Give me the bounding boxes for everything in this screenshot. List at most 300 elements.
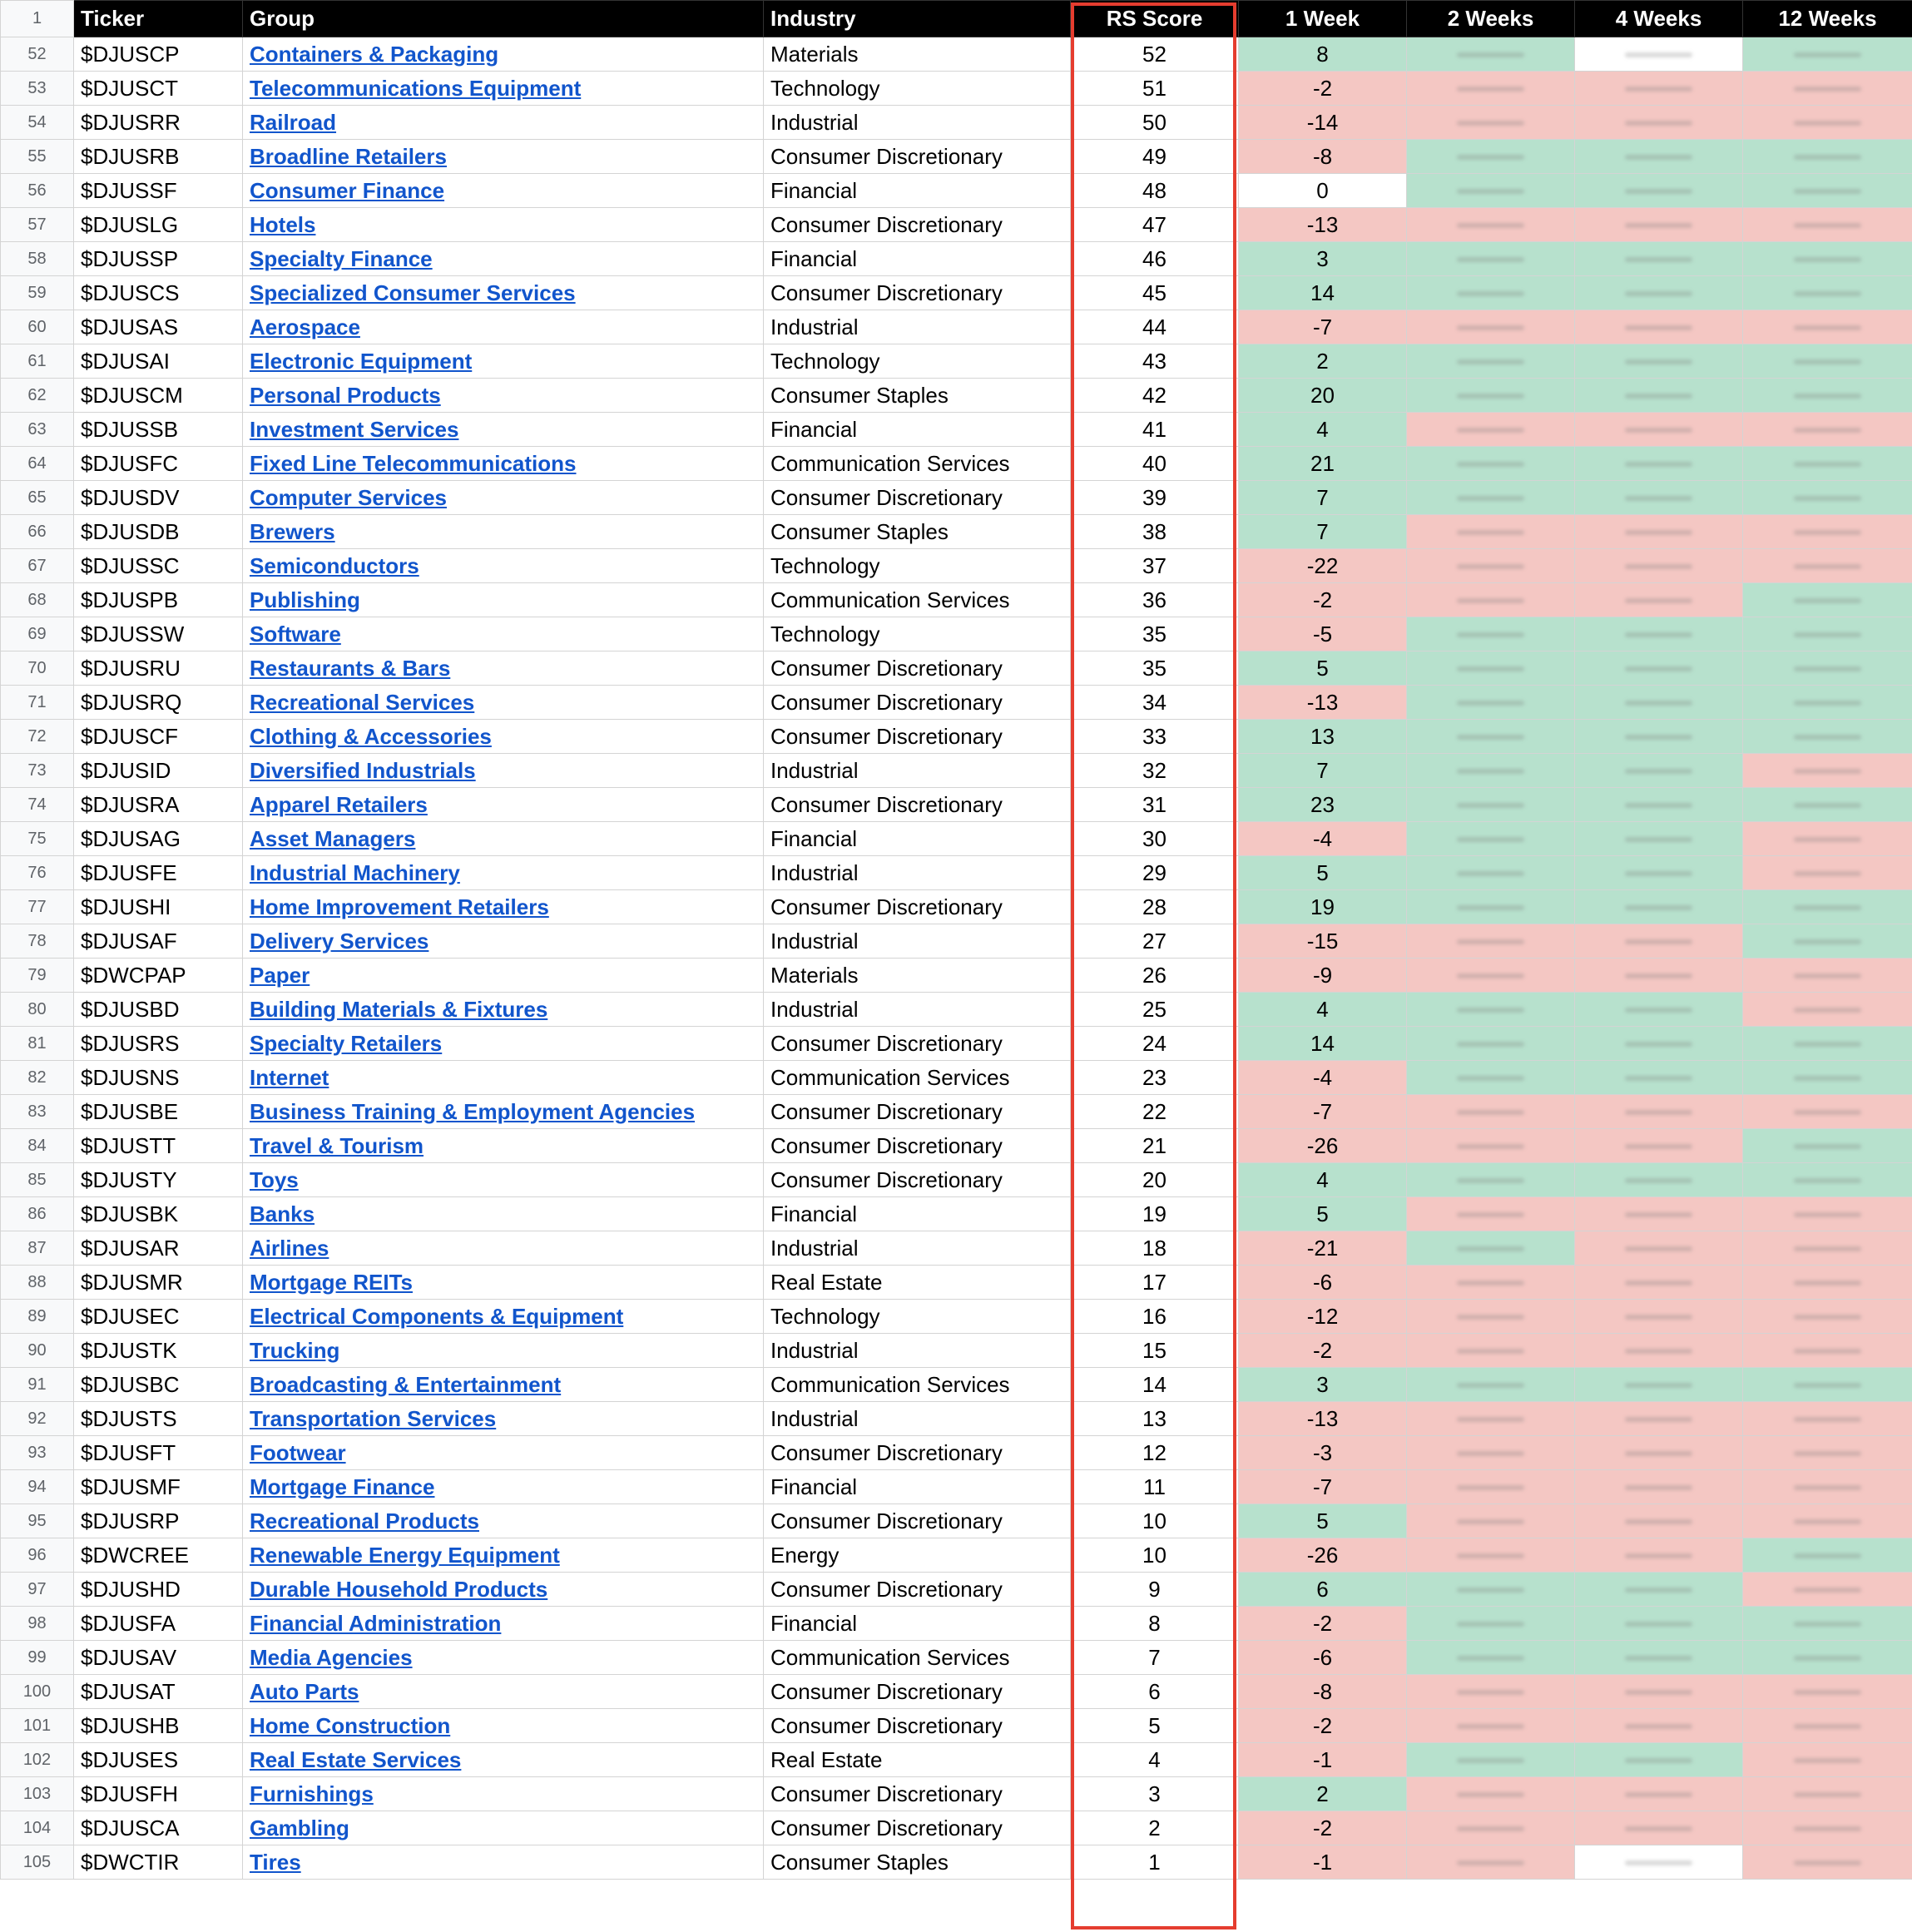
industry-cell[interactable]: Industrial bbox=[764, 754, 1071, 788]
group-link[interactable]: Diversified Industrials bbox=[250, 757, 476, 783]
week12-change-cell[interactable] bbox=[1743, 1675, 1912, 1709]
ticker-cell[interactable]: $DWCPAP bbox=[74, 959, 243, 993]
group-cell[interactable] bbox=[243, 1334, 764, 1368]
group-cell[interactable] bbox=[243, 1231, 764, 1266]
row-header[interactable]: 104 bbox=[1, 1811, 74, 1845]
week12-change-cell[interactable] bbox=[1743, 1811, 1912, 1845]
group-link[interactable]: Transportation Services bbox=[250, 1405, 497, 1431]
rs-score-cell[interactable]: 26 bbox=[1071, 959, 1239, 993]
week12-change-cell[interactable] bbox=[1743, 515, 1912, 549]
group-cell[interactable] bbox=[243, 1675, 764, 1709]
week4-change-cell[interactable] bbox=[1575, 822, 1743, 856]
week12-change-cell[interactable] bbox=[1743, 242, 1912, 276]
week2-change-cell[interactable] bbox=[1407, 1027, 1575, 1061]
week1-change-cell[interactable]: 5 bbox=[1239, 1197, 1407, 1231]
ticker-cell[interactable]: $DJUSBC bbox=[74, 1368, 243, 1402]
week1-change-cell[interactable]: -4 bbox=[1239, 822, 1407, 856]
group-cell[interactable] bbox=[243, 481, 764, 515]
week2-change-cell[interactable] bbox=[1407, 447, 1575, 481]
row-header[interactable]: 73 bbox=[1, 754, 74, 788]
week4-change-cell[interactable] bbox=[1575, 1231, 1743, 1266]
week12-change-cell[interactable] bbox=[1743, 1231, 1912, 1266]
week4-change-cell[interactable] bbox=[1575, 1845, 1743, 1880]
week12-change-cell[interactable] bbox=[1743, 1538, 1912, 1573]
group-cell[interactable] bbox=[243, 515, 764, 549]
week12-change-cell[interactable] bbox=[1743, 140, 1912, 174]
group-cell[interactable] bbox=[243, 1845, 764, 1880]
week4-change-cell[interactable] bbox=[1575, 174, 1743, 208]
ticker-cell[interactable]: $DJUSCP bbox=[74, 37, 243, 72]
week1-change-cell[interactable]: 5 bbox=[1239, 651, 1407, 686]
week2-change-cell[interactable] bbox=[1407, 344, 1575, 379]
industry-cell[interactable]: Consumer Discretionary bbox=[764, 1095, 1071, 1129]
column-header-industry[interactable]: Industry bbox=[764, 1, 1071, 37]
week4-change-cell[interactable] bbox=[1575, 140, 1743, 174]
row-header[interactable]: 65 bbox=[1, 481, 74, 515]
group-cell[interactable] bbox=[243, 242, 764, 276]
ticker-cell[interactable]: $DJUSES bbox=[74, 1743, 243, 1777]
group-link[interactable]: Semiconductors bbox=[250, 552, 419, 578]
rs-score-cell[interactable]: 31 bbox=[1071, 788, 1239, 822]
week4-change-cell[interactable] bbox=[1575, 617, 1743, 651]
rs-score-cell[interactable]: 4 bbox=[1071, 1743, 1239, 1777]
week2-change-cell[interactable] bbox=[1407, 174, 1575, 208]
industry-cell[interactable]: Materials bbox=[764, 37, 1071, 72]
week2-change-cell[interactable] bbox=[1407, 617, 1575, 651]
week4-change-cell[interactable] bbox=[1575, 583, 1743, 617]
rs-score-cell[interactable]: 45 bbox=[1071, 276, 1239, 310]
row-header[interactable]: 74 bbox=[1, 788, 74, 822]
week4-change-cell[interactable] bbox=[1575, 1504, 1743, 1538]
row-header[interactable]: 101 bbox=[1, 1709, 74, 1743]
industry-cell[interactable]: Communication Services bbox=[764, 447, 1071, 481]
rs-score-cell[interactable]: 41 bbox=[1071, 413, 1239, 447]
industry-cell[interactable]: Consumer Staples bbox=[764, 379, 1071, 413]
ticker-cell[interactable]: $DJUSCA bbox=[74, 1811, 243, 1845]
group-link[interactable]: Asset Managers bbox=[250, 825, 416, 851]
week1-change-cell[interactable]: 14 bbox=[1239, 1027, 1407, 1061]
week4-change-cell[interactable] bbox=[1575, 959, 1743, 993]
week4-change-cell[interactable] bbox=[1575, 1811, 1743, 1845]
group-link[interactable]: Specialty Retailers bbox=[250, 1030, 443, 1056]
industry-cell[interactable]: Energy bbox=[764, 1538, 1071, 1573]
industry-cell[interactable]: Consumer Staples bbox=[764, 1845, 1071, 1880]
row-header[interactable]: 79 bbox=[1, 959, 74, 993]
row-header[interactable]: 91 bbox=[1, 1368, 74, 1402]
column-header-ticker[interactable]: Ticker bbox=[74, 1, 243, 37]
rs-score-cell[interactable]: 44 bbox=[1071, 310, 1239, 344]
row-header[interactable]: 81 bbox=[1, 1027, 74, 1061]
week2-change-cell[interactable] bbox=[1407, 1061, 1575, 1095]
group-cell[interactable] bbox=[243, 686, 764, 720]
industry-cell[interactable]: Consumer Discretionary bbox=[764, 1129, 1071, 1163]
week1-change-cell[interactable]: -26 bbox=[1239, 1129, 1407, 1163]
industry-cell[interactable]: Real Estate bbox=[764, 1266, 1071, 1300]
industry-cell[interactable]: Consumer Discretionary bbox=[764, 1675, 1071, 1709]
week4-change-cell[interactable] bbox=[1575, 1197, 1743, 1231]
rs-score-cell[interactable]: 2 bbox=[1071, 1811, 1239, 1845]
group-cell[interactable] bbox=[243, 208, 764, 242]
industry-cell[interactable]: Consumer Staples bbox=[764, 515, 1071, 549]
ticker-cell[interactable]: $DJUSBD bbox=[74, 993, 243, 1027]
group-link[interactable]: Apparel Retailers bbox=[250, 791, 428, 817]
group-cell[interactable] bbox=[243, 1573, 764, 1607]
ticker-cell[interactable]: $DJUSAT bbox=[74, 1675, 243, 1709]
ticker-cell[interactable]: $DJUSLG bbox=[74, 208, 243, 242]
industry-cell[interactable]: Consumer Discretionary bbox=[764, 651, 1071, 686]
week4-change-cell[interactable] bbox=[1575, 993, 1743, 1027]
group-link[interactable]: Delivery Services bbox=[250, 928, 429, 954]
group-link[interactable]: Mortgage Finance bbox=[250, 1474, 435, 1499]
row-header[interactable]: 102 bbox=[1, 1743, 74, 1777]
week12-change-cell[interactable] bbox=[1743, 993, 1912, 1027]
week2-change-cell[interactable] bbox=[1407, 1470, 1575, 1504]
week12-change-cell[interactable] bbox=[1743, 1197, 1912, 1231]
ticker-cell[interactable]: $DJUSSB bbox=[74, 413, 243, 447]
week1-change-cell[interactable]: 2 bbox=[1239, 1777, 1407, 1811]
industry-cell[interactable]: Communication Services bbox=[764, 583, 1071, 617]
week12-change-cell[interactable] bbox=[1743, 481, 1912, 515]
group-link[interactable]: Mortgage REITs bbox=[250, 1269, 413, 1295]
week2-change-cell[interactable] bbox=[1407, 1845, 1575, 1880]
ticker-cell[interactable]: $DJUSCM bbox=[74, 379, 243, 413]
rs-score-cell[interactable]: 20 bbox=[1071, 1163, 1239, 1197]
industry-cell[interactable]: Real Estate bbox=[764, 1743, 1071, 1777]
rs-score-cell[interactable]: 10 bbox=[1071, 1504, 1239, 1538]
group-cell[interactable] bbox=[243, 1743, 764, 1777]
ticker-cell[interactable]: $DJUSSC bbox=[74, 549, 243, 583]
group-link[interactable]: Real Estate Services bbox=[250, 1746, 462, 1772]
group-link[interactable]: Recreational Products bbox=[250, 1508, 479, 1533]
week4-change-cell[interactable] bbox=[1575, 754, 1743, 788]
week1-change-cell[interactable]: 14 bbox=[1239, 276, 1407, 310]
group-cell[interactable] bbox=[243, 788, 764, 822]
ticker-cell[interactable]: $DJUSBK bbox=[74, 1197, 243, 1231]
row-header[interactable]: 87 bbox=[1, 1231, 74, 1266]
week1-change-cell[interactable]: -7 bbox=[1239, 1095, 1407, 1129]
group-link[interactable]: Fixed Line Telecommunications bbox=[250, 450, 577, 476]
ticker-cell[interactable]: $DJUSHB bbox=[74, 1709, 243, 1743]
row-header[interactable]: 69 bbox=[1, 617, 74, 651]
week12-change-cell[interactable] bbox=[1743, 379, 1912, 413]
ticker-cell[interactable]: $DJUSID bbox=[74, 754, 243, 788]
group-cell[interactable] bbox=[243, 1197, 764, 1231]
week2-change-cell[interactable] bbox=[1407, 1300, 1575, 1334]
group-link[interactable]: Media Agencies bbox=[250, 1644, 413, 1670]
row-header[interactable]: 95 bbox=[1, 1504, 74, 1538]
row-header[interactable]: 70 bbox=[1, 651, 74, 686]
week4-change-cell[interactable] bbox=[1575, 106, 1743, 140]
group-cell[interactable] bbox=[243, 617, 764, 651]
group-link[interactable]: Hotels bbox=[250, 211, 316, 237]
rs-score-cell[interactable]: 29 bbox=[1071, 856, 1239, 890]
group-cell[interactable] bbox=[243, 447, 764, 481]
week2-change-cell[interactable] bbox=[1407, 1368, 1575, 1402]
group-cell[interactable] bbox=[243, 1027, 764, 1061]
week2-change-cell[interactable] bbox=[1407, 651, 1575, 686]
group-cell[interactable] bbox=[243, 140, 764, 174]
week1-change-cell[interactable]: -2 bbox=[1239, 1607, 1407, 1641]
industry-cell[interactable]: Consumer Discretionary bbox=[764, 1163, 1071, 1197]
rs-score-cell[interactable]: 25 bbox=[1071, 993, 1239, 1027]
week12-change-cell[interactable] bbox=[1743, 754, 1912, 788]
week12-change-cell[interactable] bbox=[1743, 208, 1912, 242]
row-header[interactable]: 105 bbox=[1, 1845, 74, 1880]
week4-change-cell[interactable] bbox=[1575, 276, 1743, 310]
ticker-cell[interactable]: $DJUSTY bbox=[74, 1163, 243, 1197]
ticker-cell[interactable]: $DJUSRR bbox=[74, 106, 243, 140]
week1-change-cell[interactable]: 0 bbox=[1239, 174, 1407, 208]
group-link[interactable]: Personal Products bbox=[250, 382, 441, 408]
group-link[interactable]: Consumer Finance bbox=[250, 177, 445, 203]
group-link[interactable]: Recreational Services bbox=[250, 689, 475, 715]
week1-change-cell[interactable]: -2 bbox=[1239, 72, 1407, 106]
week1-change-cell[interactable]: 19 bbox=[1239, 890, 1407, 924]
week12-change-cell[interactable] bbox=[1743, 106, 1912, 140]
week1-change-cell[interactable]: 7 bbox=[1239, 481, 1407, 515]
group-cell[interactable] bbox=[243, 413, 764, 447]
group-link[interactable]: Publishing bbox=[250, 587, 360, 612]
week2-change-cell[interactable] bbox=[1407, 583, 1575, 617]
row-header[interactable]: 86 bbox=[1, 1197, 74, 1231]
week12-change-cell[interactable] bbox=[1743, 1129, 1912, 1163]
column-header-rs-score[interactable]: RS Score bbox=[1071, 1, 1239, 37]
week12-change-cell[interactable] bbox=[1743, 1641, 1912, 1675]
industry-cell[interactable]: Consumer Discretionary bbox=[764, 1811, 1071, 1845]
rs-score-cell[interactable]: 50 bbox=[1071, 106, 1239, 140]
ticker-cell[interactable]: $DJUSAF bbox=[74, 924, 243, 959]
week2-change-cell[interactable] bbox=[1407, 856, 1575, 890]
group-cell[interactable] bbox=[243, 37, 764, 72]
week2-change-cell[interactable] bbox=[1407, 1163, 1575, 1197]
week12-change-cell[interactable] bbox=[1743, 959, 1912, 993]
industry-cell[interactable]: Consumer Discretionary bbox=[764, 1436, 1071, 1470]
week12-change-cell[interactable] bbox=[1743, 344, 1912, 379]
group-cell[interactable] bbox=[243, 1811, 764, 1845]
rs-score-cell[interactable]: 35 bbox=[1071, 617, 1239, 651]
week1-change-cell[interactable]: 4 bbox=[1239, 993, 1407, 1027]
week12-change-cell[interactable] bbox=[1743, 1368, 1912, 1402]
week1-change-cell[interactable]: -4 bbox=[1239, 1061, 1407, 1095]
row-header-1[interactable]: 1 bbox=[1, 1, 74, 37]
week4-change-cell[interactable] bbox=[1575, 379, 1743, 413]
week2-change-cell[interactable] bbox=[1407, 208, 1575, 242]
rs-score-cell[interactable]: 24 bbox=[1071, 1027, 1239, 1061]
week1-change-cell[interactable]: -2 bbox=[1239, 1334, 1407, 1368]
column-header-4-weeks[interactable]: 4 Weeks bbox=[1575, 1, 1743, 37]
week4-change-cell[interactable] bbox=[1575, 1061, 1743, 1095]
row-header[interactable]: 80 bbox=[1, 993, 74, 1027]
rs-score-cell[interactable]: 14 bbox=[1071, 1368, 1239, 1402]
group-cell[interactable] bbox=[243, 276, 764, 310]
week12-change-cell[interactable] bbox=[1743, 617, 1912, 651]
ticker-cell[interactable]: $DJUSDV bbox=[74, 481, 243, 515]
week1-change-cell[interactable]: -9 bbox=[1239, 959, 1407, 993]
ticker-cell[interactable]: $DJUSCF bbox=[74, 720, 243, 754]
row-header[interactable]: 60 bbox=[1, 310, 74, 344]
week4-change-cell[interactable] bbox=[1575, 1402, 1743, 1436]
row-header[interactable]: 75 bbox=[1, 822, 74, 856]
ticker-cell[interactable]: $DJUSRU bbox=[74, 651, 243, 686]
industry-cell[interactable]: Technology bbox=[764, 344, 1071, 379]
week4-change-cell[interactable] bbox=[1575, 1777, 1743, 1811]
row-header[interactable]: 59 bbox=[1, 276, 74, 310]
week2-change-cell[interactable] bbox=[1407, 686, 1575, 720]
ticker-cell[interactable]: $DJUSAR bbox=[74, 1231, 243, 1266]
rs-score-cell[interactable]: 27 bbox=[1071, 924, 1239, 959]
ticker-cell[interactable]: $DJUSBE bbox=[74, 1095, 243, 1129]
row-header[interactable]: 66 bbox=[1, 515, 74, 549]
ticker-cell[interactable]: $DJUSSW bbox=[74, 617, 243, 651]
rs-score-cell[interactable]: 18 bbox=[1071, 1231, 1239, 1266]
week4-change-cell[interactable] bbox=[1575, 208, 1743, 242]
rs-score-cell[interactable]: 36 bbox=[1071, 583, 1239, 617]
group-link[interactable]: Internet bbox=[250, 1064, 329, 1090]
industry-cell[interactable]: Consumer Discretionary bbox=[764, 686, 1071, 720]
week4-change-cell[interactable] bbox=[1575, 72, 1743, 106]
industry-cell[interactable]: Financial bbox=[764, 413, 1071, 447]
week1-change-cell[interactable]: -6 bbox=[1239, 1641, 1407, 1675]
group-link[interactable]: Telecommunications Equipment bbox=[250, 75, 582, 101]
week4-change-cell[interactable] bbox=[1575, 310, 1743, 344]
column-header-group[interactable]: Group bbox=[243, 1, 764, 37]
week12-change-cell[interactable] bbox=[1743, 1470, 1912, 1504]
group-cell[interactable] bbox=[243, 1641, 764, 1675]
industry-cell[interactable]: Technology bbox=[764, 617, 1071, 651]
row-header[interactable]: 82 bbox=[1, 1061, 74, 1095]
week2-change-cell[interactable] bbox=[1407, 72, 1575, 106]
week12-change-cell[interactable] bbox=[1743, 72, 1912, 106]
week4-change-cell[interactable] bbox=[1575, 447, 1743, 481]
week2-change-cell[interactable] bbox=[1407, 1709, 1575, 1743]
row-header[interactable]: 76 bbox=[1, 856, 74, 890]
ticker-cell[interactable]: $DJUSMR bbox=[74, 1266, 243, 1300]
ticker-cell[interactable]: $DJUSHD bbox=[74, 1573, 243, 1607]
group-link[interactable]: Airlines bbox=[250, 1235, 329, 1261]
week1-change-cell[interactable]: -14 bbox=[1239, 106, 1407, 140]
rs-score-cell[interactable]: 42 bbox=[1071, 379, 1239, 413]
week1-change-cell[interactable]: 5 bbox=[1239, 856, 1407, 890]
week4-change-cell[interactable] bbox=[1575, 1095, 1743, 1129]
group-link[interactable]: Clothing & Accessories bbox=[250, 723, 492, 749]
week12-change-cell[interactable] bbox=[1743, 1402, 1912, 1436]
week1-change-cell[interactable]: -1 bbox=[1239, 1743, 1407, 1777]
group-cell[interactable] bbox=[243, 1129, 764, 1163]
week12-change-cell[interactable] bbox=[1743, 686, 1912, 720]
week4-change-cell[interactable] bbox=[1575, 1368, 1743, 1402]
industry-cell[interactable]: Materials bbox=[764, 959, 1071, 993]
week2-change-cell[interactable] bbox=[1407, 1675, 1575, 1709]
group-link[interactable]: Computer Services bbox=[250, 484, 447, 510]
week12-change-cell[interactable] bbox=[1743, 413, 1912, 447]
week2-change-cell[interactable] bbox=[1407, 720, 1575, 754]
week4-change-cell[interactable] bbox=[1575, 1607, 1743, 1641]
group-cell[interactable] bbox=[243, 754, 764, 788]
week4-change-cell[interactable] bbox=[1575, 1163, 1743, 1197]
rs-score-cell[interactable]: 8 bbox=[1071, 1607, 1239, 1641]
industry-cell[interactable]: Financial bbox=[764, 174, 1071, 208]
week4-change-cell[interactable] bbox=[1575, 720, 1743, 754]
week1-change-cell[interactable]: -13 bbox=[1239, 686, 1407, 720]
week1-change-cell[interactable]: -1 bbox=[1239, 1845, 1407, 1880]
rs-score-cell[interactable]: 10 bbox=[1071, 1538, 1239, 1573]
group-cell[interactable] bbox=[243, 1163, 764, 1197]
rs-score-cell[interactable]: 17 bbox=[1071, 1266, 1239, 1300]
week2-change-cell[interactable] bbox=[1407, 822, 1575, 856]
week2-change-cell[interactable] bbox=[1407, 1641, 1575, 1675]
row-header[interactable]: 93 bbox=[1, 1436, 74, 1470]
ticker-cell[interactable]: $DJUSTS bbox=[74, 1402, 243, 1436]
row-header[interactable]: 85 bbox=[1, 1163, 74, 1197]
group-link[interactable]: Durable Household Products bbox=[250, 1576, 548, 1602]
industry-cell[interactable]: Technology bbox=[764, 1300, 1071, 1334]
industry-cell[interactable]: Industrial bbox=[764, 1402, 1071, 1436]
week4-change-cell[interactable] bbox=[1575, 515, 1743, 549]
week12-change-cell[interactable] bbox=[1743, 1709, 1912, 1743]
week12-change-cell[interactable] bbox=[1743, 1845, 1912, 1880]
group-link[interactable]: Broadline Retailers bbox=[250, 143, 447, 169]
week1-change-cell[interactable]: 7 bbox=[1239, 515, 1407, 549]
week4-change-cell[interactable] bbox=[1575, 1470, 1743, 1504]
industry-cell[interactable]: Industrial bbox=[764, 856, 1071, 890]
group-link[interactable]: Toys bbox=[250, 1167, 299, 1192]
ticker-cell[interactable]: $DJUSFT bbox=[74, 1436, 243, 1470]
rs-score-cell[interactable]: 13 bbox=[1071, 1402, 1239, 1436]
industry-cell[interactable]: Industrial bbox=[764, 1334, 1071, 1368]
group-cell[interactable] bbox=[243, 174, 764, 208]
week12-change-cell[interactable] bbox=[1743, 174, 1912, 208]
ticker-cell[interactable]: $DJUSHI bbox=[74, 890, 243, 924]
rs-score-cell[interactable]: 40 bbox=[1071, 447, 1239, 481]
week2-change-cell[interactable] bbox=[1407, 924, 1575, 959]
group-link[interactable]: Aerospace bbox=[250, 314, 360, 339]
group-cell[interactable] bbox=[243, 1061, 764, 1095]
week12-change-cell[interactable] bbox=[1743, 1573, 1912, 1607]
week4-change-cell[interactable] bbox=[1575, 1709, 1743, 1743]
week2-change-cell[interactable] bbox=[1407, 1436, 1575, 1470]
group-link[interactable]: Furnishings bbox=[250, 1781, 374, 1806]
week1-change-cell[interactable]: -26 bbox=[1239, 1538, 1407, 1573]
group-cell[interactable] bbox=[243, 310, 764, 344]
week4-change-cell[interactable] bbox=[1575, 1436, 1743, 1470]
week1-change-cell[interactable]: 4 bbox=[1239, 413, 1407, 447]
industry-cell[interactable]: Consumer Discretionary bbox=[764, 1504, 1071, 1538]
group-link[interactable]: Brewers bbox=[250, 518, 335, 544]
group-cell[interactable] bbox=[243, 1504, 764, 1538]
group-link[interactable]: Railroad bbox=[250, 109, 337, 135]
row-header[interactable]: 68 bbox=[1, 583, 74, 617]
group-cell[interactable] bbox=[243, 344, 764, 379]
rs-score-cell[interactable]: 12 bbox=[1071, 1436, 1239, 1470]
row-header[interactable]: 92 bbox=[1, 1402, 74, 1436]
ticker-cell[interactable]: $DJUSEC bbox=[74, 1300, 243, 1334]
ticker-cell[interactable]: $DJUSAG bbox=[74, 822, 243, 856]
row-header[interactable]: 90 bbox=[1, 1334, 74, 1368]
group-link[interactable]: Electronic Equipment bbox=[250, 348, 473, 374]
row-header[interactable]: 54 bbox=[1, 106, 74, 140]
group-link[interactable]: Trucking bbox=[250, 1337, 340, 1363]
row-header[interactable]: 63 bbox=[1, 413, 74, 447]
column-header-1-week[interactable]: 1 Week bbox=[1239, 1, 1407, 37]
row-header[interactable]: 100 bbox=[1, 1675, 74, 1709]
rs-score-cell[interactable]: 5 bbox=[1071, 1709, 1239, 1743]
week4-change-cell[interactable] bbox=[1575, 1641, 1743, 1675]
row-header[interactable]: 83 bbox=[1, 1095, 74, 1129]
week12-change-cell[interactable] bbox=[1743, 583, 1912, 617]
rs-score-cell[interactable]: 35 bbox=[1071, 651, 1239, 686]
rs-score-cell[interactable]: 3 bbox=[1071, 1777, 1239, 1811]
rs-score-cell[interactable]: 52 bbox=[1071, 37, 1239, 72]
